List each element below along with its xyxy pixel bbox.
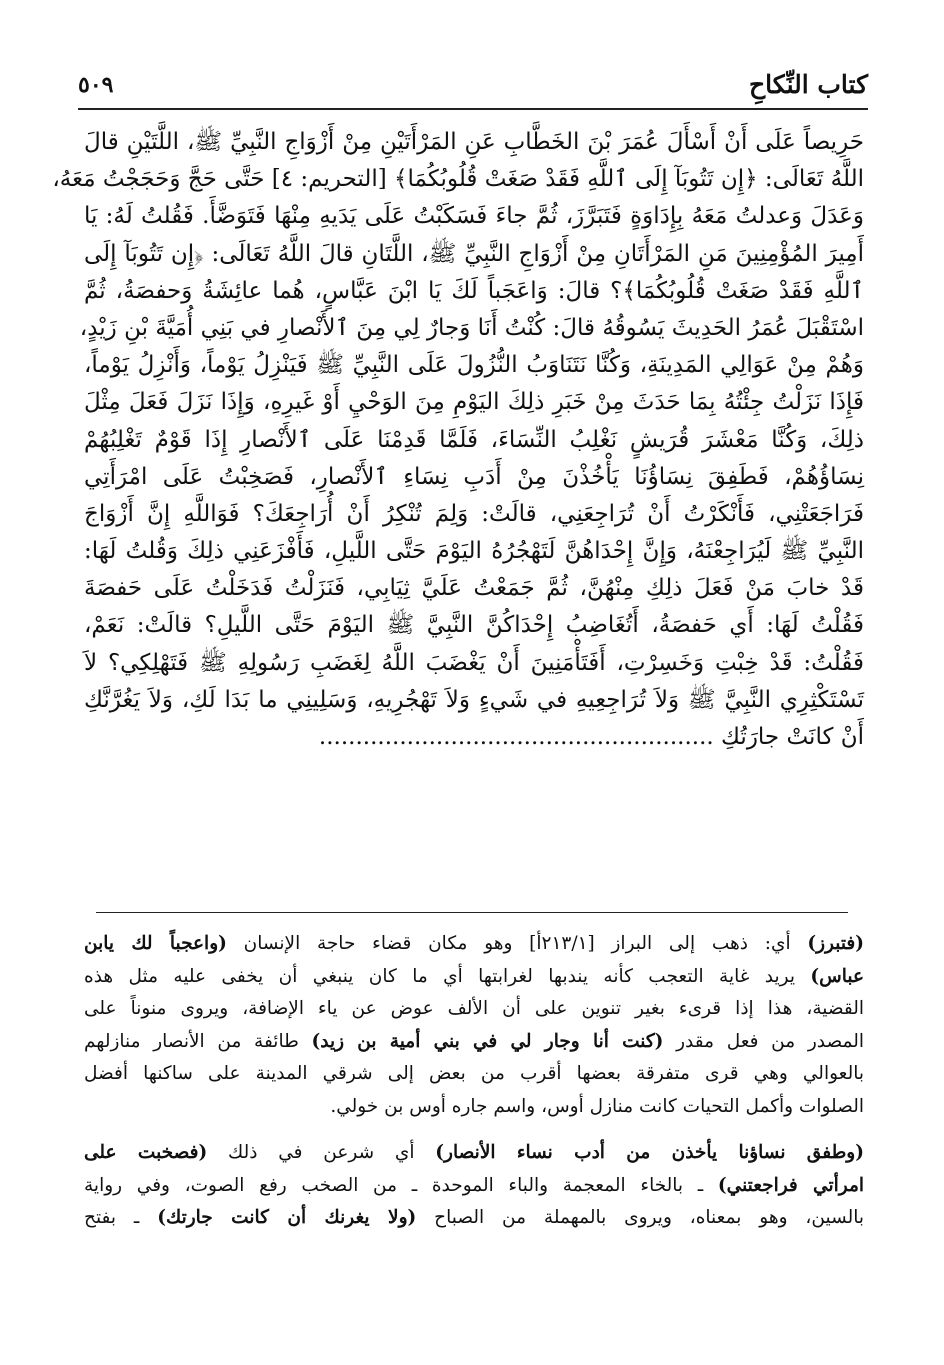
text-line: فَرَاجَعَتْنِي، فَأَنْكَرْتُ أَنْ تُرَاجِعَنِي، قالَتْ: وَلِمَ تُنْكِرُ أَنْ أُرَاجِعَكَ؟ فَوَاللَّهِ إِنَّ أَزْوَاجَ: [84, 500, 864, 527]
footnote-text: يريد غاية التعجب كأنه يندبها لغرابتها أي ما كان ينبغي أن يخفى عليه مثل هذه: [84, 965, 811, 987]
text-line: ٱللَّهِ فَقَدْ صَغَتْ قُلُوبُكُمَا﴾؟ قالَ: وَاعَجَباً لَكَ يَا ابْنَ عَبَّاسٍ، هُما عائِشَةُ وَحفصَةُ، ثُمَّ: [84, 277, 864, 304]
footnote-lemma: عباس): [810, 965, 864, 987]
footnote-separator: [96, 912, 848, 913]
text-line: ذلِكَ، وَكُنَّا مَعْشَرَ قُرَيشٍ نَغْلِبُ النِّسَاءَ، فَلَمَّا قَدِمْنَا عَلَى ٱلأَنْصارِ إِذَا قَوْمٌ تَغْلِبُهُمْ: [84, 426, 864, 453]
text-line: تَسْتَكْثِرِي النَّبِيَّ ﷺ وَلاَ تُرَاجِعِيهِ في شَيءٍ وَلاَ تَهْجُرِيهِ، وَسَلِينِي ما بَدَا لَكِ، وَلاَ يَغُرَّنَّكِ: [84, 686, 864, 713]
footnote-text: المصدر من فعل مقدر: [663, 1030, 865, 1052]
page-number: ٥٠٩: [78, 72, 114, 98]
footnote-line: [84, 993, 864, 1026]
footnote-lemma: (فصخبت على: [84, 1142, 208, 1163]
text-line: اللَّهُ تَعَالَى: ﴿إِن تَتُوبَآ إِلَى ٱللَّهِ فَقَدْ صَغَتْ قُلُوبُكُمَا﴾ [التحريم: ٤] حَتَّى حَجَّ وَحَجَجْتُ مَعَهُ،: [52, 166, 864, 193]
footnote-line: [84, 1058, 864, 1091]
text-line: أَمِيرَ المُؤْمِنِينَ مَنِ المَرْأَتَانِ مِنْ أَزْوَاجِ النَّبِيِّ ﷺ، اللَّتَانِ قالَ اللَّهُ تَعَالَى: ﴿إِن تَتُوبَآ إِلَى: [84, 240, 864, 267]
text-line: حَرِيصاً عَلَى أَنْ أَسْأَلَ عُمَرَ بْنَ الخَطَّابِ عَنِ المَرْأَتَيْنِ مِنْ أَزْوَاجِ النَّبِيِّ ﷺ، اللَّتَيْنِ قالَ: [84, 129, 864, 155]
footnote-text: القضية، هذا إذا قرىء بغير تنوين على أن الألف عوض عن ياء الإضافة، ويروى منوناً على: [84, 998, 864, 1019]
running-header: [78, 66, 868, 106]
text-line: قَدْ خابَ مَنْ فَعَلَ ذلِكِ مِنْهُنَّ، ثُمَّ جَمَعْتُ عَلَيَّ ثِيَابِي، فَنَزَلْتُ فَدَخَلْتُ عَلَى حَفصَةَ: [84, 575, 864, 602]
text-line: وَعَدَلَ وَعدلتُ مَعَهُ بِإِدَاوَةٍ فَتَبَرَّزَ، ثُمَّ جاءَ فَسَكَبْتُ عَلَى يَدَيهِ مِنْهَا فَتَوَضَّأَ. فَقُلتُ لَهُ: يَا: [84, 203, 864, 230]
footnote-text: أي: ذهب إلى البراز [٢١٣/١أ] وهو مكان قضاء حاجة الإنسان: [226, 933, 808, 954]
footnote-line: [84, 961, 864, 994]
footnote-lemma: (ولا يغرنك أن كانت جارتك): [157, 1207, 417, 1228]
chapter-title: كتاب النِّكاحِ: [749, 70, 868, 99]
header-rule: [78, 108, 868, 110]
footnote-text: ـ بفتح: [84, 1207, 158, 1228]
footnote-line: [84, 1170, 864, 1203]
text-line: اسْتَقْبَلَ عُمَرُ الحَدِيثَ يَسُوقُهُ قالَ: كُنْتُ أَنَا وَجارٌ لِي مِنَ ٱلأَنْصارِ في بَنِي أُمَيَّةَ بْنِ زَيْدٍ،: [79, 314, 864, 341]
text-line: نِسَاؤُهُمْ، فَطَفِقَ نِسَاؤُنَا يَأْخُذْنَ مِنْ أَدَبِ نِسَاءِ ٱلأَنْصارِ، فَصَخِبْتُ عَلَى امْرَأَتِي: [84, 463, 864, 490]
footnote-lemma: (واعجباً لك يابن: [84, 933, 227, 954]
footnote-lemma: (فتبرز): [807, 933, 864, 954]
text-line: النَّبِيِّ ﷺ لَيُرَاجِعْنَهُ، وَإِنَّ إِحْدَاهُنَّ لَتَهْجُرُهُ اليَوْمَ حَتَّى اللَّيلِ، فَأَفْزَعَنِي ذلِكَ وَقُلتُ لَهَا:: [84, 538, 864, 565]
footnote-text: الصلوات وأكمل التحيات كانت منازل أوس، واسم جاره أوس بن خولي.: [330, 1095, 864, 1117]
footnote-lemma: (كنت أنا وجار لي في بني أمية بن زيد): [311, 1030, 664, 1052]
footnotes: [84, 928, 864, 1235]
text-line: أَنْ كانَتْ جارَتُكِ ......................................................: [318, 724, 864, 750]
footnote-line: [84, 1202, 864, 1235]
footnote-text: بالعوالي وهي قرى متفرقة بعضها أقرب من بعض إلى شرقي المدينة على ساكنها أفضل: [84, 1063, 864, 1084]
text-line: وَهُمْ مِنْ عَوَالِي المَدِينَةِ، وَكُنَّا نَتَنَاوَبُ النُّزُولَ عَلَى النَّبِيِّ ﷺ فَيَنْزِلُ يَوْماً، وَأَنْزِلُ يَوْماً،: [84, 352, 864, 379]
paragraph-gap: [84, 1123, 864, 1137]
footnote-text: بالسين، وهو بمعناه، ويروى بالمهملة من الصباح: [416, 1207, 864, 1228]
footnote-text: طائفة من الأنصار منازلهم: [84, 1030, 312, 1052]
footnote-lemma: (وطفق نساؤنا يأخذن من أدب نساء الأنصار): [435, 1142, 864, 1163]
text-line: فَإِذَا نَزَلْتُ جِئْتُهُ بِمَا حَدَثَ مِنْ خَبَرِ ذلِكَ اليَوْمِ مِنَ الوَحْيِ أَوْ غَيرِهِ، وَإِذَا نَزَلَ فَعَلَ مِثْلَ: [84, 389, 864, 416]
footnote-line: [84, 1137, 864, 1170]
footnote-line: [84, 1026, 864, 1059]
footnote-text: ـ بالخاء المعجمة والباء الموحدة ـ من الصخب رفع الصوت، وفي رواية: [84, 1174, 718, 1196]
text-line: فَقُلْتُ لَهَا: أَي حَفصَةُ، أَتُغَاضِبُ إِحْدَاكُنَّ النَّبِيَّ ﷺ اليَوْمَ حَتَّى اللَّيلِ؟ قالَتْ: نَعَمْ،: [84, 612, 864, 639]
main-text: [52, 124, 864, 756]
footnote-line: [84, 1091, 864, 1124]
footnote-line: [84, 928, 864, 961]
footnote-text: أي شرعن في ذلك: [207, 1142, 436, 1163]
text-line: فَقُلْتُ: قَدْ خِبْتِ وَخَسِرْتِ، أَفَتَأْمَنِينَ أَنْ يَغْضَبَ اللَّهُ لِغَضَبِ رَسُولِهِ ﷺ فَتَهْلِكِي؟ لاَ: [84, 649, 864, 676]
footnote-lemma: امرأتي فراجعتني): [717, 1174, 864, 1196]
